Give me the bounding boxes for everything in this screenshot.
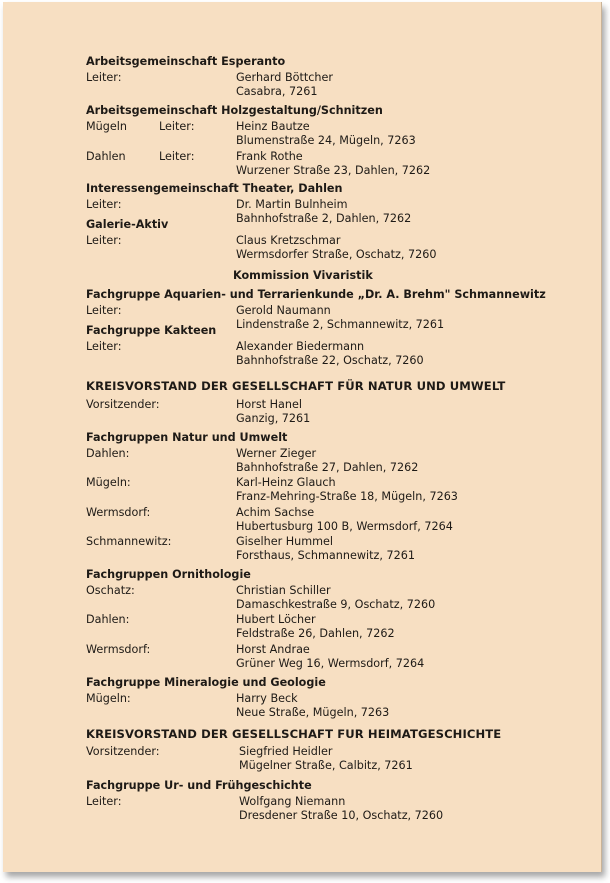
section-title-fg-mineralogie: Fachgruppe Mineralogie und Geologie [86,676,326,689]
place-label: Wermsdorf: [86,506,151,519]
contact-address: Wermsdorfer Straße, Oschatz, 7260 [236,248,437,261]
contact-name: Dr. Martin Bulnheim [236,198,348,211]
section-title-esperanto: Arbeitsgemeinschaft Esperanto [86,55,286,68]
section-title-natur-umwelt: KREISVORSTAND DER GESELLSCHAFT FÜR NATUR UND UMWELT [86,379,506,393]
role-label: Vorsitzender: [86,745,160,758]
contact-address: Mügelner Straße, Calbitz, 7261 [239,759,413,772]
place-label: Mügeln: [86,692,131,705]
contact-name: Frank Rothe [236,150,303,163]
contact-name: Heinz Bautze [236,120,310,133]
place-label: Mügeln: [86,476,131,489]
contact-name: Gerhard Böttcher [236,71,333,84]
contact-name: Werner Zieger [236,447,317,460]
contact-address: Hubertusburg 100 B, Wermsdorf, 7264 [236,520,453,533]
contact-address: Forsthaus, Schmannewitz, 7261 [236,549,415,562]
contact-name: Christian Schiller [236,584,331,597]
document-page [3,2,602,872]
contact-name: Wolfgang Niemann [239,795,346,808]
section-title-fg-ornithologie: Fachgruppen Ornithologie [86,568,251,581]
place-label: Schmannewitz: [86,535,172,548]
section-title-heimat: KREISVORSTAND DER GESELLSCHAFT FUR HEIMATGESCHICHTE [86,727,502,741]
place-label: Dahlen: [86,447,130,460]
section-title-kakteen: Fachgruppe Kakteen [86,324,217,337]
contact-address: Feldstraße 26, Dahlen, 7262 [236,627,395,640]
contact-address: Wurzener Straße 23, Dahlen, 7262 [236,164,431,177]
contact-address: Neue Straße, Mügeln, 7263 [236,706,390,719]
contact-name: Giselher Hummel [236,535,334,548]
contact-address: Blumenstraße 24, Mügeln, 7263 [236,134,416,147]
role-label: Leiter: [86,340,122,353]
contact-name: Horst Hanel [236,398,302,411]
section-title-fg-ur: Fachgruppe Ur- und Frühgeschichte [86,779,312,792]
role-label: Leiter: [86,71,122,84]
contact-name: Siegfried Heidler [239,745,333,758]
contact-address: Damaschkestraße 9, Oschatz, 7260 [236,598,436,611]
role-label: Leiter: [159,150,195,163]
role-label: Leiter: [86,198,122,211]
section-title-vivaristik: Kommission Vivaristik [233,269,373,282]
section-title-fg-natur: Fachgruppen Natur und Umwelt [86,431,288,444]
contact-address: Bahnhofstraße 2, Dahlen, 7262 [236,212,412,225]
role-label: Vorsitzender: [86,398,160,411]
contact-name: Karl-Heinz Glauch [236,476,336,489]
role-label: Leiter: [86,304,122,317]
place-label: Dahlen [86,150,126,163]
contact-name: Gerold Naumann [236,304,331,317]
place-label: Wermsdorf: [86,643,151,656]
contact-address: Dresdener Straße 10, Oschatz, 7260 [239,809,444,822]
contact-address: Bahnhofstraße 27, Dahlen, 7262 [236,461,419,474]
section-title-holz: Arbeitsgemeinschaft Holzgestaltung/Schnitzen [86,104,383,117]
contact-name: Achim Sachse [236,506,315,519]
contact-address: Lindenstraße 2, Schmannewitz, 7261 [236,318,445,331]
section-title-theater: Interessengemeinschaft Theater, Dahlen [86,182,343,195]
role-label: Leiter: [86,795,122,808]
place-label: Mügeln [86,120,127,133]
role-label: Leiter: [159,120,195,133]
contact-address: Ganzig, 7261 [236,412,311,425]
contact-address: Casabra, 7261 [236,85,318,98]
contact-name: Harry Beck [236,692,298,705]
place-label: Oschatz: [86,584,135,597]
contact-address: Bahnhofstraße 22, Oschatz, 7260 [236,354,424,367]
role-label: Leiter: [86,234,122,247]
contact-name: Horst Andrae [236,643,310,656]
section-title-aquarien: Fachgruppe Aquarien- und Terrarienkunde „Dr. A. Brehm" Schmannewitz [86,288,546,301]
contact-address: Grüner Weg 16, Wermsdorf, 7264 [236,657,425,670]
section-title-galerie: Galerie-Aktiv [86,218,169,231]
contact-name: Alexander Biedermann [236,340,365,353]
contact-address: Franz-Mehring-Straße 18, Mügeln, 7263 [236,490,458,503]
contact-name: Claus Kretzschmar [236,234,341,247]
contact-name: Hubert Löcher [236,613,316,626]
place-label: Dahlen: [86,613,130,626]
